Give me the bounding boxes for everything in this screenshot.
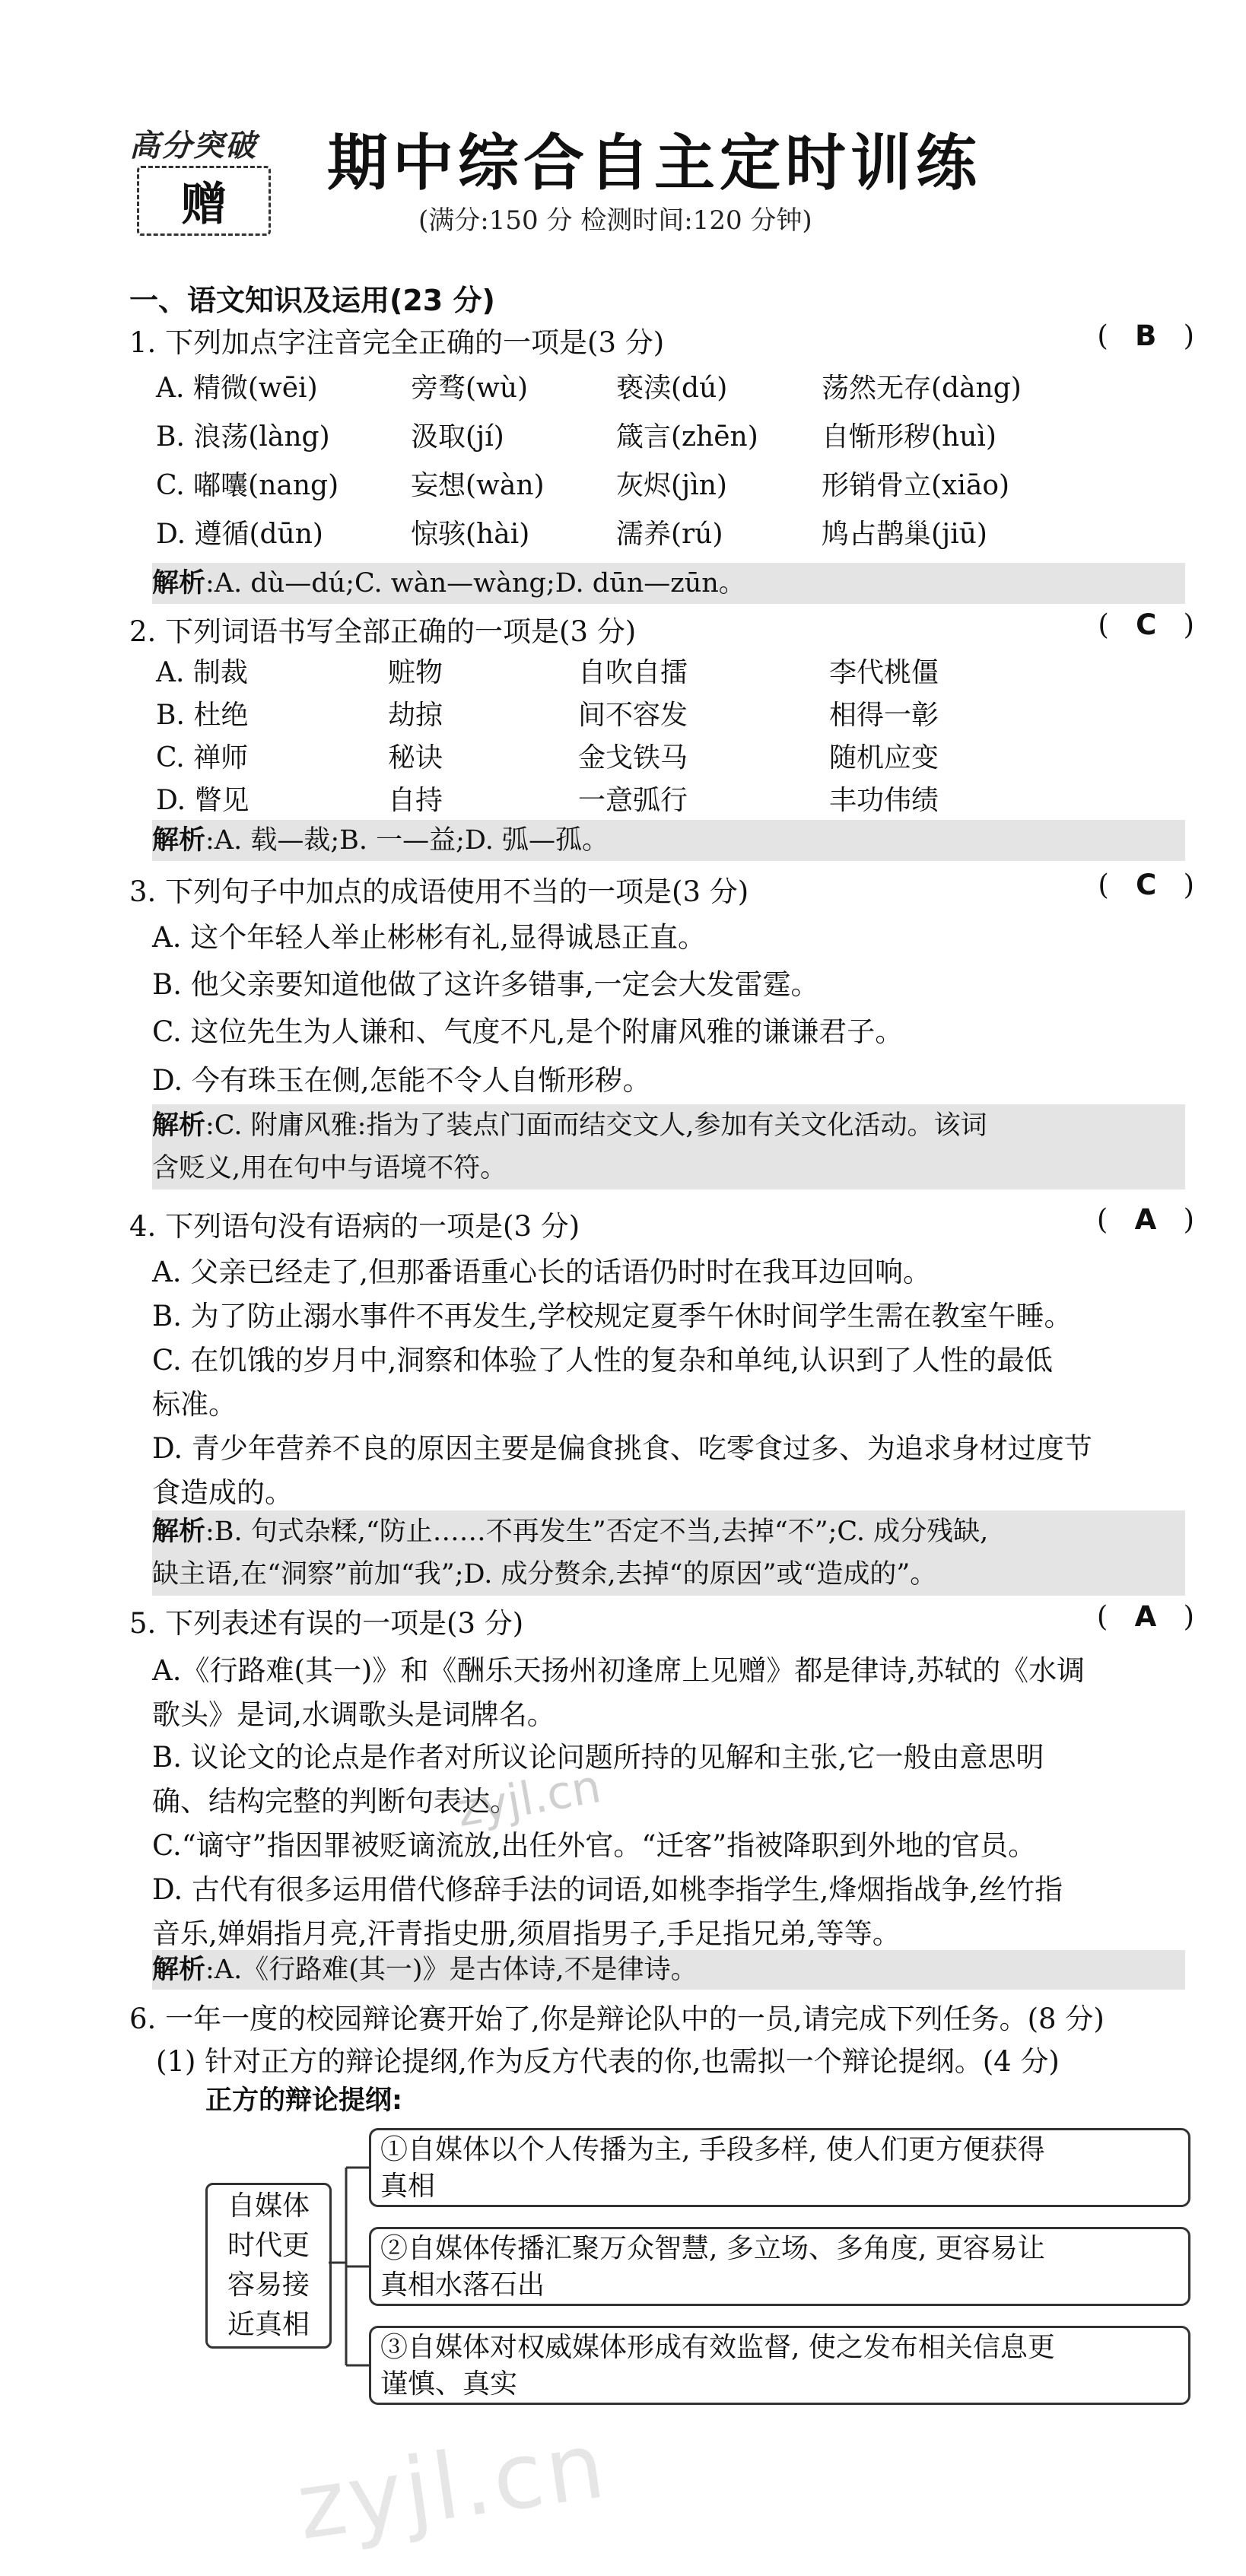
question-3-answer: ( C ) <box>1098 869 1194 901</box>
q1-option-a-2: 旁骛(wù) <box>411 373 529 404</box>
question-2-answer: ( C ) <box>1098 608 1194 641</box>
q2-option-d-4: 丰功伟绩 <box>829 785 939 816</box>
q3-option-d: D. 今有珠玉在侧,怎能不令人自惭形秽。 <box>152 1064 651 1097</box>
q2-option-a-4: 李代桃僵 <box>829 657 939 688</box>
q1-option-c-1: C. 嘟囔(nang) <box>156 470 339 501</box>
q1-option-d-3: 濡养(rú) <box>616 519 723 550</box>
q2-option-c-1: C. 禅师 <box>156 742 249 773</box>
question-4-answer: ( A ) <box>1096 1203 1194 1236</box>
q1-option-b-1: B. 浪荡(làng) <box>156 421 330 453</box>
q2-option-c-2: 秘诀 <box>388 742 443 773</box>
q4-option-c-cont: 标准。 <box>152 1388 237 1421</box>
q1-option-d-4: 鸠占鹊巢(jiū) <box>822 519 987 550</box>
logo-text: 高分突破 <box>129 129 257 164</box>
q1-option-b-3: 箴言(zhēn) <box>616 421 758 453</box>
question-1-explanation: 解析:A. dù—dú;C. wàn—wàng;D. dūn—zūn。 <box>152 563 1185 604</box>
q1-option-c-3: 灰烬(jìn) <box>616 470 727 501</box>
logo-badge: 赠 <box>137 166 271 236</box>
question-4-stem: 4. 下列语句没有语病的一项是(3 分) <box>129 1210 580 1243</box>
q4-option-c: C. 在饥饿的岁月中,洞察和体验了人性的复杂和单纯,认识到了人性的最低 <box>152 1344 1054 1377</box>
q2-option-d-1: D. 瞥见 <box>156 785 250 816</box>
q2-option-d-3: 一意弧行 <box>578 785 688 816</box>
watermark-small: zyjl.cn <box>453 1759 606 1838</box>
q2-option-a-1: A. 制裁 <box>156 657 248 688</box>
diagram-title: 正方的辩论提纲: <box>205 2085 402 2116</box>
question-2-explanation: 解析:A. 载—裁;B. 一—益;D. 弧—孤。 <box>152 820 1185 861</box>
outline-point-2: ②自媒体传播汇聚万众智慧, 多立场、多角度, 更容易让 真相水落石出 <box>369 2227 1190 2306</box>
q5-option-a-cont: 歌头》是词,水调歌头是词牌名。 <box>152 1698 555 1731</box>
question-4-explanation: 解析:B. 句式杂糅,“防止……不再发生”否定不当,去掉“不”;C. 成分残缺, 缺主语,在“洞察”前加“我”;D. 成分赘余,去掉“的原因”或“造成的”。 <box>152 1510 1185 1596</box>
page-subtitle: (满分:150 分 检测时间:120 分钟) <box>418 205 812 236</box>
q1-option-b-2: 汲取(jí) <box>411 421 504 453</box>
outline-center-box: 自媒体 时代更 容易接 近真相 <box>205 2183 332 2349</box>
q3-option-c: C. 这位先生为人谦和、气度不凡,是个附庸风雅的谦谦君子。 <box>152 1015 904 1048</box>
question-5-explanation: 解析:A.《行路难(其一)》是古体诗,不是律诗。 <box>152 1950 1185 1990</box>
question-6-stem: 6. 一年一度的校园辩论赛开始了,你是辩论队中的一员,请完成下列任务。(8 分) <box>129 2003 1105 2035</box>
question-2-stem: 2. 下列词语书写全部正确的一项是(3 分) <box>129 615 637 648</box>
question-3-stem: 3. 下列句子中加点的成语使用不当的一项是(3 分) <box>129 875 749 908</box>
outline-point-1: ①自媒体以个人传播为主, 手段多样, 使人们更方便获得 真相 <box>369 2128 1190 2207</box>
q4-option-b: B. 为了防止溺水事件不再发生,学校规定夏季午休时间学生需在教室午睡。 <box>152 1300 1073 1332</box>
q5-option-c: C.“谪守”指因罪被贬谪流放,出任外官。“迁客”指被降职到外地的官员。 <box>152 1829 1037 1862</box>
q2-option-a-2: 赃物 <box>388 657 443 688</box>
q5-option-b: B. 议论文的论点是作者对所议论问题所持的见解和主张,它一般由意思明 <box>152 1741 1044 1774</box>
q2-option-c-3: 金戈铁马 <box>578 742 688 773</box>
q4-option-d: D. 青少年营养不良的原因主要是偏食挑食、吃零食过多、为追求身材过度节 <box>152 1432 1092 1465</box>
q2-option-b-2: 劫掠 <box>388 700 443 731</box>
q1-option-c-4: 形销骨立(xiāo) <box>822 470 1010 501</box>
q4-option-a: A. 父亲已经走了,但那番语重心长的话语仍时时在我耳边回响。 <box>152 1256 932 1288</box>
question-5-stem: 5. 下列表述有误的一项是(3 分) <box>129 1607 524 1640</box>
q2-option-c-4: 随机应变 <box>829 742 939 773</box>
q1-option-c-2: 妄想(wàn) <box>411 470 545 501</box>
page-title: 期中综合自主定时训练 <box>327 128 981 199</box>
question-6-sub1: (1) 针对正方的辩论提纲,作为反方代表的你,也需拟一个辩论提纲。(4 分) <box>156 2045 1060 2078</box>
q1-option-a-1: A. 精微(wēi) <box>156 373 318 404</box>
q1-option-a-3: 亵渎(dú) <box>616 373 728 404</box>
q1-option-d-2: 惊骇(hài) <box>411 519 530 550</box>
q2-option-d-2: 自持 <box>388 785 443 816</box>
q4-option-d-cont: 食造成的。 <box>152 1476 293 1509</box>
q1-option-b-4: 自惭形秽(huì) <box>822 421 996 453</box>
q1-option-a-4: 荡然无存(dàng) <box>822 373 1022 404</box>
q5-option-a: A.《行路难(其一)》和《酬乐天扬州初逢席上见赠》都是律诗,苏轼的《水调 <box>152 1654 1085 1687</box>
q2-option-b-1: B. 杜绝 <box>156 700 249 731</box>
q1-option-d-1: D. 遵循(dūn) <box>156 519 323 550</box>
section-heading: 一、语文知识及运用(23 分) <box>129 284 495 317</box>
q2-option-b-4: 相得一彰 <box>829 700 939 731</box>
question-1-answer: ( B ) <box>1097 319 1194 352</box>
q5-option-d: D. 古代有很多运用借代修辞手法的词语,如桃李指学生,烽烟指战争,丝竹指 <box>152 1873 1063 1906</box>
q5-option-b-cont: 确、结构完整的判断句表达。 <box>152 1785 518 1818</box>
question-1-stem: 1. 下列加点字注音完全正确的一项是(3 分) <box>129 326 665 359</box>
outline-point-3: ③自媒体对权威媒体形成有效监督, 使之发布相关信息更 谨慎、真实 <box>369 2326 1190 2405</box>
q2-option-b-3: 间不容发 <box>578 700 688 731</box>
question-5-answer: ( A ) <box>1096 1600 1194 1633</box>
q5-option-d-cont: 音乐,婵娟指月亮,汗青指史册,须眉指男子,手足指兄弟,等等。 <box>152 1917 901 1950</box>
question-3-explanation: 解析:C. 附庸风雅:指为了装点门面而结交文人,参加有关文化活动。该词 含贬义,用在句中与语境不符。 <box>152 1104 1185 1190</box>
q3-option-a: A. 这个年轻人举止彬彬有礼,显得诚恳正直。 <box>152 921 707 954</box>
q2-option-a-3: 自吹自擂 <box>578 657 688 688</box>
q3-option-b: B. 他父亲要知道他做了这许多错事,一定会大发雷霆。 <box>152 968 819 1001</box>
watermark: zyjl.cn <box>291 2412 614 2561</box>
